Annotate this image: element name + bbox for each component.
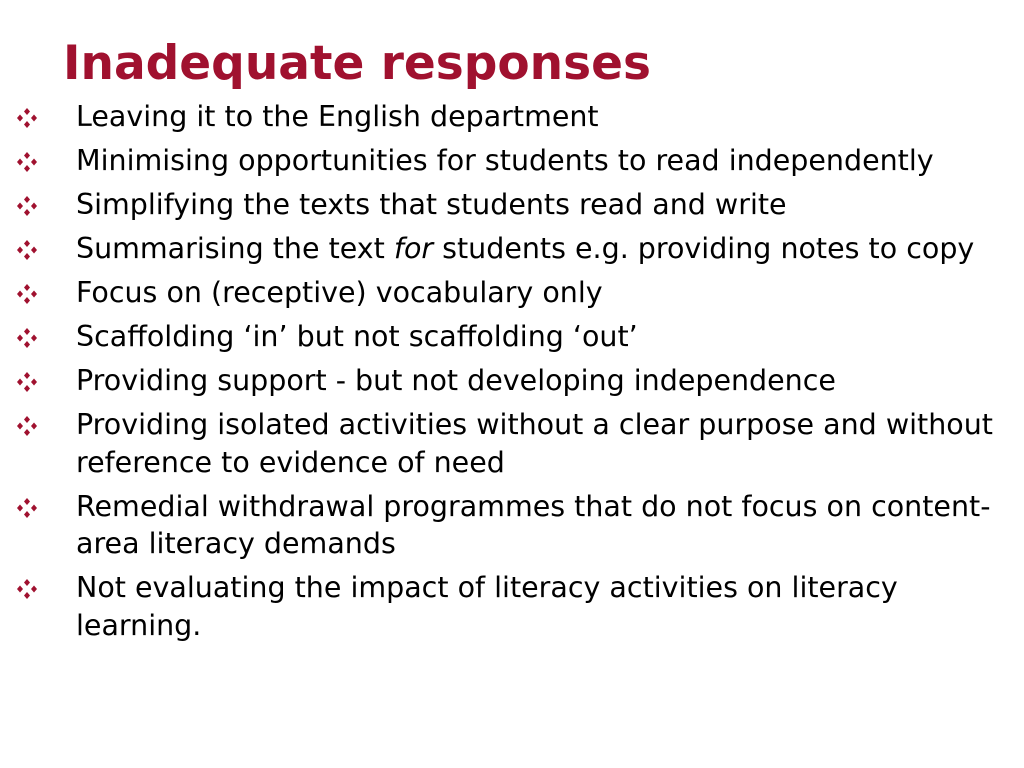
list-item [0, 569, 1024, 644]
list-item [0, 318, 1024, 356]
bullet-text-end: students e.g. providing notes to copy [433, 232, 975, 265]
list-item [0, 362, 1024, 400]
four-diamond-bullet-icon [16, 284, 38, 304]
bullet-text: Not evaluating the impact of literacy activities on literacy learning. [76, 571, 898, 642]
bullet-list [0, 98, 1024, 651]
list-item [0, 406, 1024, 481]
four-diamond-bullet-icon [16, 240, 38, 260]
bullet-text: Simplifying the texts that students read and write [76, 188, 787, 221]
bullet-text: Remedial withdrawal programmes that do not focus on content-area literacy demands [76, 489, 991, 560]
four-diamond-bullet-icon [16, 152, 38, 172]
bullet-text: Providing support - but not developing independence [76, 364, 836, 397]
list-item [0, 186, 1024, 224]
four-diamond-bullet-icon [16, 328, 38, 348]
bullet-text: Leaving it to the English department [76, 100, 599, 133]
bullet-text: Scaffolding ‘in’ but not scaffolding ‘out’ [76, 320, 638, 353]
list-item [0, 488, 1024, 563]
bullet-text: Providing isolated activities without a clear purpose and without reference to evidence of need [76, 408, 993, 479]
four-diamond-bullet-icon [16, 498, 38, 518]
list-item [0, 142, 1024, 180]
list-item [0, 274, 1024, 312]
list-item [0, 98, 1024, 136]
bullet-text-start: Summarising the text [76, 232, 394, 265]
four-diamond-bullet-icon [16, 372, 38, 392]
four-diamond-bullet-icon [16, 579, 38, 599]
four-diamond-bullet-icon [16, 108, 38, 128]
four-diamond-bullet-icon [16, 416, 38, 436]
slide-title: Inadequate responses [63, 36, 651, 91]
list-item [0, 230, 1024, 268]
bullet-text: Focus on (receptive) vocabulary only [76, 276, 603, 309]
bullet-text-emphasis: for [393, 232, 434, 265]
bullet-text: Minimising opportunities for students to read independently [76, 144, 934, 177]
four-diamond-bullet-icon [16, 196, 38, 216]
bullet-text [76, 232, 974, 265]
